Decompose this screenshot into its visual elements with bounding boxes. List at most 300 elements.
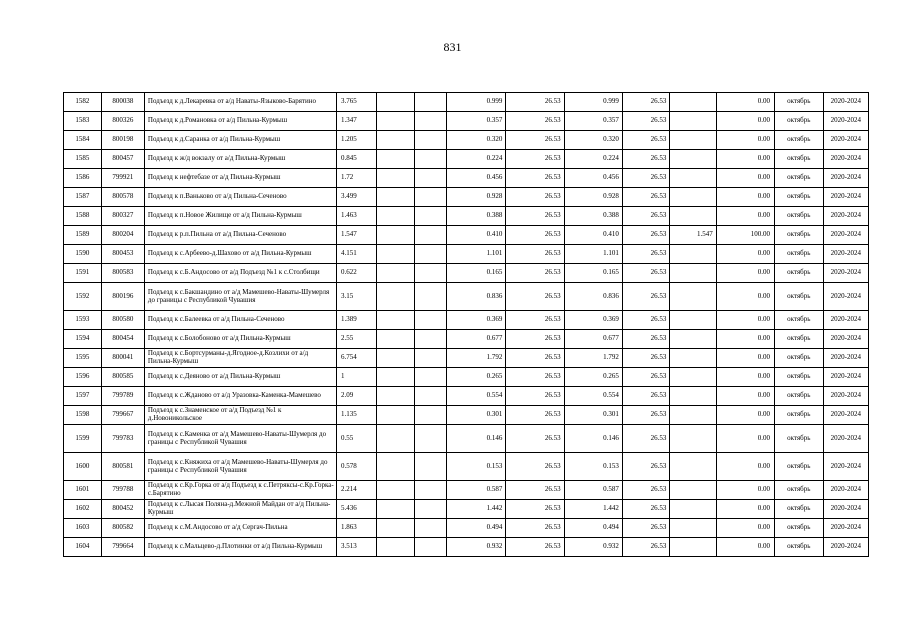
cell-period: 2020-2024 <box>823 169 868 188</box>
cell-road-name: Подъезд к с.Лысая Поляна-д.Межной Майдан от а/д Пильна-Курмыш <box>144 500 336 519</box>
cell-empty-2 <box>414 538 446 557</box>
cell-row-number: 1603 <box>64 519 102 538</box>
cell-row-number: 1593 <box>64 311 102 330</box>
cell-value-2: 0.999 <box>564 93 622 112</box>
cell-value-3 <box>670 112 716 131</box>
cell-empty-1 <box>376 519 414 538</box>
cell-length: 2.214 <box>336 481 376 500</box>
cell-road-name: Подъезд к с.Балеевка от а/д Пильна-Сеченово <box>144 311 336 330</box>
cell-empty-2 <box>414 112 446 131</box>
cell-period: 2020-2024 <box>823 311 868 330</box>
cell-length: 1.463 <box>336 207 376 226</box>
table-row <box>64 519 869 538</box>
cell-percent-2: 26.53 <box>622 406 669 425</box>
cell-road-name: Подъезд к с.Жданово от а/д Уразовка-Каменка-Мамешево <box>144 387 336 406</box>
cell-month: октябрь <box>775 453 824 481</box>
cell-value-2: 0.677 <box>564 330 622 349</box>
cell-row-number: 1589 <box>64 226 102 245</box>
cell-value-1: 0.153 <box>447 453 506 481</box>
cell-percent-3: 0.00 <box>716 169 774 188</box>
cell-month: октябрь <box>775 264 824 283</box>
cell-road-id: 799921 <box>101 169 144 188</box>
cell-row-number: 1590 <box>64 245 102 264</box>
cell-road-name: Подъезд к ж/д вокзалу от а/д Пильна-Курмыш <box>144 150 336 169</box>
cell-empty-2 <box>414 93 446 112</box>
cell-value-1: 0.265 <box>447 368 506 387</box>
cell-month: октябрь <box>775 330 824 349</box>
cell-value-2: 0.456 <box>564 169 622 188</box>
cell-percent-3: 0.00 <box>716 264 774 283</box>
cell-period: 2020-2024 <box>823 368 868 387</box>
cell-percent-2: 26.53 <box>622 311 669 330</box>
cell-month: октябрь <box>775 368 824 387</box>
cell-road-name: Подъезд к с.Болобоново от а/д Пильна-Курмыш <box>144 330 336 349</box>
cell-length: 4.151 <box>336 245 376 264</box>
cell-value-2: 0.224 <box>564 150 622 169</box>
table-row <box>64 311 869 330</box>
cell-month: октябрь <box>775 150 824 169</box>
cell-value-1: 0.494 <box>447 519 506 538</box>
cell-period: 2020-2024 <box>823 349 868 368</box>
cell-month: октябрь <box>775 93 824 112</box>
cell-empty-2 <box>414 188 446 207</box>
cell-value-3 <box>670 150 716 169</box>
cell-road-name: Подъезд к с.М.Андосово от а/д Сергач-Пильна <box>144 519 336 538</box>
cell-period: 2020-2024 <box>823 93 868 112</box>
cell-percent-3: 0.00 <box>716 538 774 557</box>
table-row <box>64 406 869 425</box>
cell-percent-2: 26.53 <box>622 93 669 112</box>
cell-road-id: 800453 <box>101 245 144 264</box>
table-row <box>64 226 869 245</box>
cell-length: 1.547 <box>336 226 376 245</box>
table-row <box>64 368 869 387</box>
table-row <box>64 283 869 311</box>
cell-percent-3: 0.00 <box>716 93 774 112</box>
cell-length: 3.499 <box>336 188 376 207</box>
cell-length: 1.863 <box>336 519 376 538</box>
cell-value-1: 1.101 <box>447 245 506 264</box>
cell-road-id: 800196 <box>101 283 144 311</box>
table-row <box>64 93 869 112</box>
cell-road-name: Подъезд к нефтебазе от а/д Пильна-Курмыш <box>144 169 336 188</box>
table-row <box>64 207 869 226</box>
cell-period: 2020-2024 <box>823 188 868 207</box>
cell-length: 1.205 <box>336 131 376 150</box>
cell-road-id: 799783 <box>101 425 144 453</box>
cell-percent-2: 26.53 <box>622 264 669 283</box>
cell-road-id: 799667 <box>101 406 144 425</box>
cell-value-1: 0.369 <box>447 311 506 330</box>
cell-road-id: 800582 <box>101 519 144 538</box>
cell-road-id: 799664 <box>101 538 144 557</box>
cell-value-3 <box>670 500 716 519</box>
cell-period: 2020-2024 <box>823 226 868 245</box>
cell-percent-2: 26.53 <box>622 188 669 207</box>
cell-value-3 <box>670 188 716 207</box>
cell-value-2: 0.369 <box>564 311 622 330</box>
cell-period: 2020-2024 <box>823 207 868 226</box>
cell-value-1: 0.932 <box>447 538 506 557</box>
cell-value-2: 0.320 <box>564 131 622 150</box>
cell-period: 2020-2024 <box>823 425 868 453</box>
cell-length: 2.55 <box>336 330 376 349</box>
cell-value-1: 0.928 <box>447 188 506 207</box>
cell-percent-2: 26.53 <box>622 500 669 519</box>
cell-percent-3: 0.00 <box>716 112 774 131</box>
cell-road-id: 800581 <box>101 453 144 481</box>
cell-empty-1 <box>376 311 414 330</box>
cell-month: октябрь <box>775 519 824 538</box>
cell-month: октябрь <box>775 425 824 453</box>
cell-empty-2 <box>414 283 446 311</box>
cell-percent-1: 26.53 <box>506 406 564 425</box>
cell-road-name: Подъезд к д.Романовка от а/д Пильна-Курмыш <box>144 112 336 131</box>
cell-value-1: 0.146 <box>447 425 506 453</box>
cell-empty-1 <box>376 453 414 481</box>
cell-road-id: 800457 <box>101 150 144 169</box>
cell-empty-2 <box>414 311 446 330</box>
cell-road-name: Подъезд к д.Лекаревка от а/д Наваты-Языково-Барятино <box>144 93 336 112</box>
cell-percent-2: 26.53 <box>622 368 669 387</box>
cell-empty-2 <box>414 330 446 349</box>
cell-row-number: 1582 <box>64 93 102 112</box>
cell-empty-1 <box>376 188 414 207</box>
cell-value-1: 0.677 <box>447 330 506 349</box>
cell-road-id: 800204 <box>101 226 144 245</box>
cell-road-name: Подъезд к п.Ваньково от а/д Пильна-Сеченово <box>144 188 336 207</box>
cell-period: 2020-2024 <box>823 481 868 500</box>
cell-percent-1: 26.53 <box>506 245 564 264</box>
cell-empty-2 <box>414 169 446 188</box>
cell-length: 5.436 <box>336 500 376 519</box>
cell-row-number: 1585 <box>64 150 102 169</box>
cell-row-number: 1588 <box>64 207 102 226</box>
cell-empty-1 <box>376 406 414 425</box>
cell-percent-3: 100.00 <box>716 226 774 245</box>
cell-empty-1 <box>376 245 414 264</box>
cell-percent-1: 26.53 <box>506 330 564 349</box>
cell-value-2: 0.836 <box>564 283 622 311</box>
cell-period: 2020-2024 <box>823 264 868 283</box>
cell-percent-2: 26.53 <box>622 207 669 226</box>
table-row <box>64 188 869 207</box>
cell-value-1: 0.836 <box>447 283 506 311</box>
cell-value-3 <box>670 481 716 500</box>
cell-percent-3: 0.00 <box>716 519 774 538</box>
cell-percent-1: 26.53 <box>506 283 564 311</box>
cell-period: 2020-2024 <box>823 283 868 311</box>
cell-month: октябрь <box>775 500 824 519</box>
cell-percent-3: 0.00 <box>716 245 774 264</box>
cell-road-name: Подъезд к с.Бортсурманы-д.Ягодное-д.Козлихи от а/д Пильна-Курмыш <box>144 349 336 368</box>
cell-month: октябрь <box>775 283 824 311</box>
cell-value-3 <box>670 207 716 226</box>
cell-percent-3: 0.00 <box>716 131 774 150</box>
cell-month: октябрь <box>775 406 824 425</box>
cell-empty-2 <box>414 519 446 538</box>
cell-percent-2: 26.53 <box>622 226 669 245</box>
cell-row-number: 1601 <box>64 481 102 500</box>
cell-empty-2 <box>414 207 446 226</box>
cell-empty-1 <box>376 169 414 188</box>
cell-road-id: 800585 <box>101 368 144 387</box>
cell-value-3 <box>670 453 716 481</box>
cell-percent-2: 26.53 <box>622 330 669 349</box>
cell-road-id: 800583 <box>101 264 144 283</box>
table-row <box>64 481 869 500</box>
cell-length: 1.72 <box>336 169 376 188</box>
cell-value-1: 0.456 <box>447 169 506 188</box>
cell-road-name: Подъезд к с.Мальцево-д.Плотинки от а/д Пильна-Курмыш <box>144 538 336 557</box>
cell-value-2: 0.301 <box>564 406 622 425</box>
cell-value-3 <box>670 425 716 453</box>
cell-value-2: 0.265 <box>564 368 622 387</box>
cell-road-id: 800580 <box>101 311 144 330</box>
cell-percent-3: 0.00 <box>716 188 774 207</box>
cell-road-name: Подъезд к р.п.Пильна от а/д Пильна-Сеченово <box>144 226 336 245</box>
cell-period: 2020-2024 <box>823 330 868 349</box>
cell-length: 1.389 <box>336 311 376 330</box>
cell-empty-1 <box>376 349 414 368</box>
cell-road-id: 800041 <box>101 349 144 368</box>
cell-road-name: Подъезд к с.Арбеево-д.Шахово от а/д Пильна-Курмыш <box>144 245 336 264</box>
cell-value-3 <box>670 283 716 311</box>
cell-percent-1: 26.53 <box>506 112 564 131</box>
table-row <box>64 131 869 150</box>
cell-value-3 <box>670 245 716 264</box>
cell-value-2: 0.928 <box>564 188 622 207</box>
cell-empty-2 <box>414 150 446 169</box>
cell-value-2: 0.494 <box>564 519 622 538</box>
cell-row-number: 1594 <box>64 330 102 349</box>
cell-percent-3: 0.00 <box>716 453 774 481</box>
cell-empty-2 <box>414 481 446 500</box>
cell-empty-1 <box>376 387 414 406</box>
cell-period: 2020-2024 <box>823 406 868 425</box>
cell-value-2: 0.165 <box>564 264 622 283</box>
cell-percent-1: 26.53 <box>506 207 564 226</box>
cell-value-2: 0.388 <box>564 207 622 226</box>
cell-percent-1: 26.53 <box>506 169 564 188</box>
cell-percent-2: 26.53 <box>622 387 669 406</box>
cell-road-name: Подъезд к д.Саранка от а/д Пильна-Курмыш <box>144 131 336 150</box>
cell-percent-1: 26.53 <box>506 368 564 387</box>
cell-value-1: 0.357 <box>447 112 506 131</box>
cell-empty-2 <box>414 406 446 425</box>
roads-register-table <box>63 92 869 557</box>
cell-empty-1 <box>376 538 414 557</box>
table-row <box>64 425 869 453</box>
cell-empty-1 <box>376 481 414 500</box>
cell-road-name: Подъезд к с.Знаменское от а/д Подъезд №1 к д.Новоникольское <box>144 406 336 425</box>
cell-percent-3: 0.00 <box>716 500 774 519</box>
cell-percent-1: 26.53 <box>506 453 564 481</box>
table-row <box>64 112 869 131</box>
cell-value-1: 1.792 <box>447 349 506 368</box>
cell-percent-1: 26.53 <box>506 425 564 453</box>
cell-percent-2: 26.53 <box>622 169 669 188</box>
cell-empty-1 <box>376 264 414 283</box>
cell-month: октябрь <box>775 349 824 368</box>
cell-road-name: Подъезд к с.Каменка от а/д Мамешево-Наваты-Шумерля до границы с Республикой Чувашия <box>144 425 336 453</box>
cell-empty-1 <box>376 425 414 453</box>
cell-month: октябрь <box>775 131 824 150</box>
cell-length: 1.347 <box>336 112 376 131</box>
cell-row-number: 1595 <box>64 349 102 368</box>
cell-period: 2020-2024 <box>823 500 868 519</box>
cell-percent-3: 0.00 <box>716 150 774 169</box>
cell-value-2: 1.442 <box>564 500 622 519</box>
cell-percent-1: 26.53 <box>506 150 564 169</box>
cell-road-name: Подъезд к с.Бакшандино от а/д Мамешево-Наваты-Шумерля до границы с Республикой Чувашия <box>144 283 336 311</box>
cell-value-1: 0.587 <box>447 481 506 500</box>
cell-month: октябрь <box>775 311 824 330</box>
cell-road-name: Подъезд к п.Новое Жилище от а/д Пильна-Курмыш <box>144 207 336 226</box>
cell-percent-1: 26.53 <box>506 349 564 368</box>
cell-length: 0.55 <box>336 425 376 453</box>
cell-percent-2: 26.53 <box>622 538 669 557</box>
cell-percent-3: 0.00 <box>716 481 774 500</box>
cell-value-3 <box>670 264 716 283</box>
cell-empty-1 <box>376 112 414 131</box>
cell-empty-2 <box>414 387 446 406</box>
cell-value-3 <box>670 169 716 188</box>
cell-empty-1 <box>376 226 414 245</box>
cell-percent-3: 0.00 <box>716 283 774 311</box>
cell-percent-1: 26.53 <box>506 131 564 150</box>
cell-empty-2 <box>414 349 446 368</box>
cell-empty-1 <box>376 500 414 519</box>
cell-row-number: 1586 <box>64 169 102 188</box>
cell-road-name: Подъезд к с.Б.Андосово от а/д Подъезд №1 к с.Столбищи <box>144 264 336 283</box>
cell-value-2: 0.357 <box>564 112 622 131</box>
cell-length: 6.754 <box>336 349 376 368</box>
cell-value-2: 1.101 <box>564 245 622 264</box>
cell-road-id: 800454 <box>101 330 144 349</box>
cell-value-2: 0.932 <box>564 538 622 557</box>
cell-value-3 <box>670 538 716 557</box>
cell-road-name: Подъезд к с.Кр.Горка от а/д Подъезд к с.Петряксы-с.Кр.Горка-с.Барятино <box>144 481 336 500</box>
cell-period: 2020-2024 <box>823 519 868 538</box>
cell-percent-3: 0.00 <box>716 425 774 453</box>
cell-row-number: 1604 <box>64 538 102 557</box>
cell-road-name: Подъезд к с.Княжиха от а/д Мамешево-Наваты-Шумерля до границы с Республикой Чувашия <box>144 453 336 481</box>
cell-empty-2 <box>414 368 446 387</box>
cell-road-id: 800326 <box>101 112 144 131</box>
cell-period: 2020-2024 <box>823 150 868 169</box>
cell-percent-2: 26.53 <box>622 245 669 264</box>
table-row <box>64 453 869 481</box>
cell-empty-1 <box>376 283 414 311</box>
cell-empty-1 <box>376 150 414 169</box>
cell-period: 2020-2024 <box>823 453 868 481</box>
cell-road-id: 800327 <box>101 207 144 226</box>
cell-value-1: 0.554 <box>447 387 506 406</box>
table-row <box>64 264 869 283</box>
cell-row-number: 1584 <box>64 131 102 150</box>
cell-row-number: 1598 <box>64 406 102 425</box>
cell-value-3 <box>670 519 716 538</box>
cell-empty-2 <box>414 226 446 245</box>
cell-percent-1: 26.53 <box>506 519 564 538</box>
cell-percent-1: 26.53 <box>506 188 564 207</box>
cell-month: октябрь <box>775 112 824 131</box>
cell-percent-1: 26.53 <box>506 481 564 500</box>
cell-percent-1: 26.53 <box>506 311 564 330</box>
page-number: 831 <box>443 40 462 54</box>
cell-value-2: 0.587 <box>564 481 622 500</box>
cell-length: 3.513 <box>336 538 376 557</box>
cell-period: 2020-2024 <box>823 112 868 131</box>
cell-row-number: 1591 <box>64 264 102 283</box>
cell-month: октябрь <box>775 538 824 557</box>
cell-length: 3.15 <box>336 283 376 311</box>
cell-month: октябрь <box>775 226 824 245</box>
cell-value-1: 1.442 <box>447 500 506 519</box>
cell-value-1: 0.410 <box>447 226 506 245</box>
cell-percent-2: 26.53 <box>622 519 669 538</box>
cell-value-3: 1.547 <box>670 226 716 245</box>
cell-value-2: 0.153 <box>564 453 622 481</box>
cell-empty-1 <box>376 131 414 150</box>
cell-empty-1 <box>376 368 414 387</box>
cell-percent-3: 0.00 <box>716 207 774 226</box>
cell-road-name: Подъезд к с.Деяново от а/д Пильна-Курмыш <box>144 368 336 387</box>
table-body <box>64 93 869 557</box>
cell-row-number: 1583 <box>64 112 102 131</box>
cell-value-3 <box>670 349 716 368</box>
cell-empty-2 <box>414 453 446 481</box>
table-row <box>64 169 869 188</box>
cell-road-id: 800198 <box>101 131 144 150</box>
cell-percent-2: 26.53 <box>622 425 669 453</box>
cell-value-3 <box>670 368 716 387</box>
cell-empty-2 <box>414 131 446 150</box>
cell-percent-2: 26.53 <box>622 349 669 368</box>
cell-value-1: 0.165 <box>447 264 506 283</box>
cell-value-1: 0.999 <box>447 93 506 112</box>
cell-road-id: 800578 <box>101 188 144 207</box>
cell-row-number: 1602 <box>64 500 102 519</box>
table-row <box>64 387 869 406</box>
cell-value-1: 0.388 <box>447 207 506 226</box>
cell-period: 2020-2024 <box>823 387 868 406</box>
cell-value-3 <box>670 311 716 330</box>
cell-value-3 <box>670 131 716 150</box>
cell-length: 2.09 <box>336 387 376 406</box>
table-row <box>64 538 869 557</box>
cell-percent-2: 26.53 <box>622 112 669 131</box>
cell-percent-2: 26.53 <box>622 283 669 311</box>
cell-length: 0.578 <box>336 453 376 481</box>
table-row <box>64 349 869 368</box>
cell-period: 2020-2024 <box>823 245 868 264</box>
cell-percent-1: 26.53 <box>506 387 564 406</box>
cell-road-id: 799789 <box>101 387 144 406</box>
cell-length: 0.622 <box>336 264 376 283</box>
cell-length: 1.135 <box>336 406 376 425</box>
cell-percent-1: 26.53 <box>506 538 564 557</box>
table-row <box>64 500 869 519</box>
cell-period: 2020-2024 <box>823 131 868 150</box>
cell-empty-1 <box>376 330 414 349</box>
cell-empty-2 <box>414 245 446 264</box>
cell-percent-3: 0.00 <box>716 349 774 368</box>
cell-value-2: 0.146 <box>564 425 622 453</box>
cell-percent-2: 26.53 <box>622 481 669 500</box>
cell-row-number: 1599 <box>64 425 102 453</box>
